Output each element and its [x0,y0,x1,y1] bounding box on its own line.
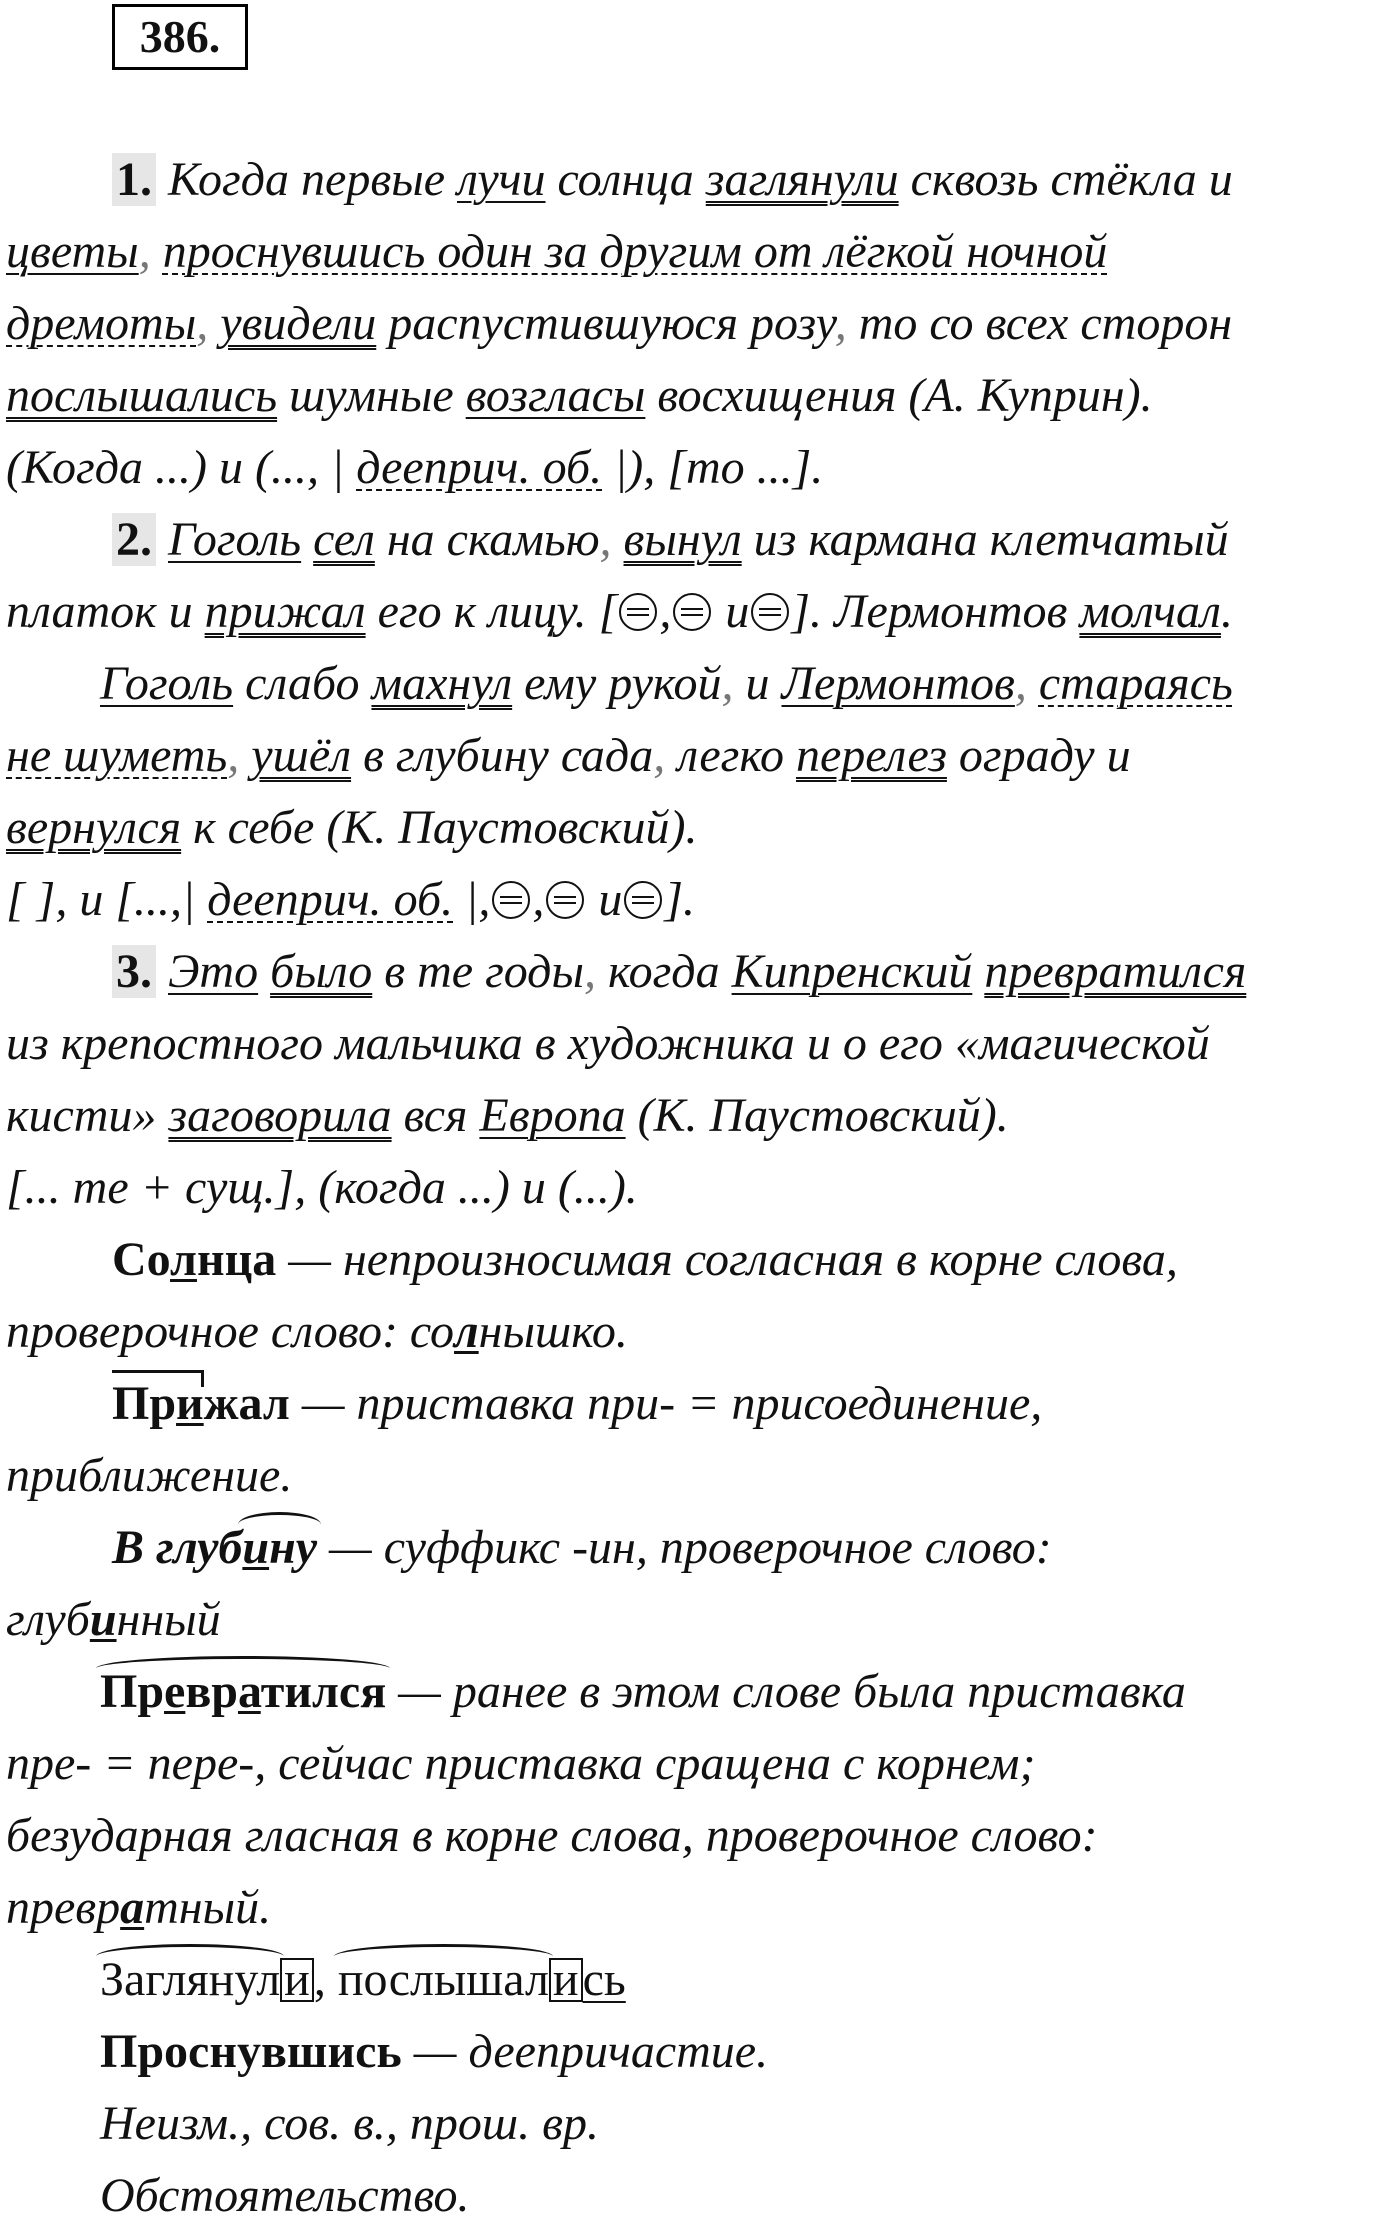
subject: Гоголь [100,657,234,710]
root-mark: Превратился [100,1662,386,1722]
s1-line4: послышались шумные возгласы восхищения (А. Куприн). [6,369,1153,422]
homogeneous-predicate-icon [619,593,657,631]
s2-scheme: [ ], и [...,| дееприч. об. |, , и ]. [6,873,696,926]
s3-line1: 3. Это было в те годы, когда Кипренский превратился [112,942,1246,1002]
s1-number: 1. [112,153,156,206]
s1-scheme: (Когда ...) и (..., | дееприч. об. |), [то ...]. [6,441,824,494]
predicate: превратился [984,945,1247,998]
s2-number: 2. [112,513,156,566]
s3-scheme: [... те + сущ.], (когда ...) и (...). [6,1161,638,1214]
subject: цветы [6,225,139,278]
s2-line5: вернулся к себе (К. Паустовский). [6,801,698,854]
homogeneous-predicate-icon [751,593,789,631]
homogeneous-predicate-icon [546,881,584,919]
suffix-mark: ину [242,1518,317,1578]
participial-phrase: стараясь [1038,657,1233,710]
subject: Это [168,945,259,998]
predicate: заговорила [168,1089,392,1142]
s2-line4: не шуметь, ушёл в глубину сада, легко перелез ограду и [6,729,1131,782]
s3-number: 3. [112,945,156,998]
participial-phrase: проснувшись один за другим от лёгкой ночной [162,225,1108,278]
predicate: молчал [1079,585,1221,638]
note-glubinu-check: глубинный [6,1593,221,1646]
homogeneous-predicate-icon [624,881,662,919]
note-solntsa: Солнца — непроизносимая согласная в корне слова, [112,1233,1178,1286]
note-prevratilsya: Превратился — ранее в этом слове была приставка [100,1662,1186,1722]
s1-line2: цветы, проснувшись один за другим от лёгкой ночной [6,225,1108,278]
note-solntsa-check: проверочное слово: солнышко. [6,1305,628,1358]
predicate: перелез [795,729,947,782]
ending-box: и [549,1958,583,2002]
note-role: Обстоятельство. [100,2169,470,2222]
predicate: было [270,945,373,998]
predicate: ушёл [251,729,352,782]
note-prevratilsya-3: безударная гласная в корне слова, проверочное слово: [6,1809,1098,1862]
exercise-number: 386. [112,4,248,70]
note-features: Неизм., сов. в., прош. вр. [100,2097,599,2150]
participial-phrase: дремоты [6,297,197,350]
subject: лучи [457,153,546,206]
subject: Кипренский [731,945,973,998]
predicate: увидели [220,297,377,350]
predicate: прижал [204,585,366,638]
predicate: сел [313,513,375,566]
root-mark: Заглянул [100,1950,280,2010]
subject: Европа [479,1089,626,1142]
predicate: вернулся [6,801,182,854]
note-prevratilsya-2: пре- = пере-, сейчас приставка сращена с корнем; [6,1737,1036,1790]
homogeneous-predicate-icon [673,593,711,631]
predicate: заглянули [705,153,899,206]
homogeneous-predicate-icon [492,881,530,919]
ending-box: и [280,1958,314,2002]
root-mark: послышал [338,1950,549,2010]
morph-analysis: Заглянули, послышались [100,1950,626,2010]
subject: Лермонтов [781,657,1015,710]
subject: возгласы [465,369,646,422]
subject: Гоголь [168,513,302,566]
predicate: послышались [6,369,278,422]
s2-line3: Гоголь слабо махнул ему рукой, и Лермонтов, стараясь [100,657,1233,710]
s1-line1: 1. Когда первые лучи солнца заглянули сквозь стёкла и [112,150,1233,210]
s3-line3: кисти» заговорила вся Европа (К. Паустовский). [6,1089,1009,1142]
s2-line1: 2. Гоголь сел на скамью, вынул из кармана клетчатый [112,510,1229,570]
note-prevratilsya-check: превратный. [6,1881,272,1934]
s2-line2: платок и прижал его к лицу. [ , и ]. Лермонтов молчал. [6,585,1233,638]
predicate: махнул [371,657,513,710]
participial-phrase: не шуметь [6,729,228,782]
prefix-mark: При [112,1374,204,1434]
predicate: вынул [623,513,742,566]
s1-line3: дремоты, увидели распустившуюся розу, то со всех сторон [6,297,1233,350]
note-prosnuvshis: Проснувшись — деепричастие. [100,2025,769,2078]
note-prizhal: Прижал — приставка при- = присоединение, [112,1374,1042,1434]
note-glubinu: В глубину — суффикс -ин, проверочное слово: [112,1518,1052,1578]
note-prizhal-2: приближение. [6,1449,293,1502]
s3-line2: из крепостного мальчика в художника и о его «магической [6,1017,1210,1070]
